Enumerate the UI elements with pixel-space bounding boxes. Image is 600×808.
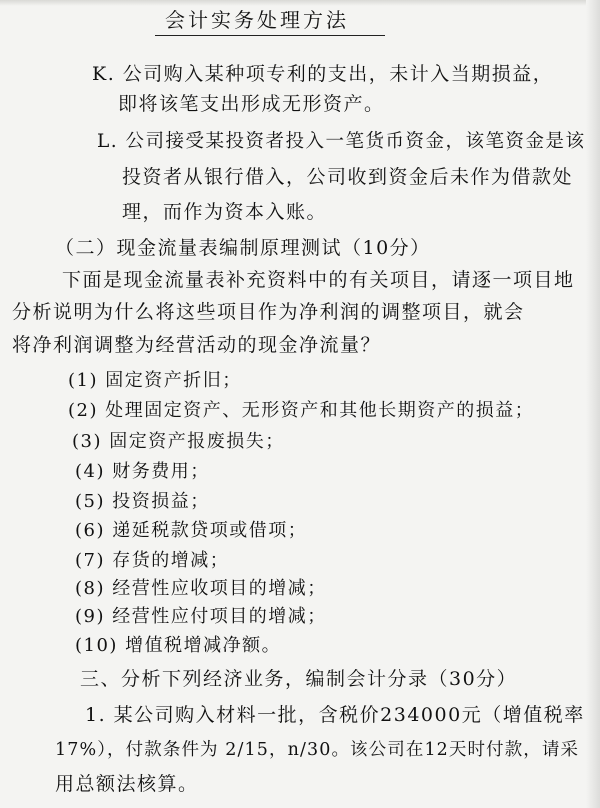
text-line: 理，而作为资本入账。 bbox=[122, 201, 328, 223]
section-heading: （二）现金流量表编制原理测试（10分） bbox=[55, 237, 431, 259]
list-item: (1) 固定资产折旧； bbox=[68, 370, 242, 391]
list-item: (8) 经营性应收项目的增减； bbox=[75, 578, 327, 599]
text-line: 17%），付款条件为 2/15，n/30。该公司在12天时付款，请采 bbox=[55, 740, 580, 760]
list-item: (4) 财务费用； bbox=[75, 461, 210, 482]
title-underline bbox=[155, 35, 385, 36]
text-line: 1. 某公司购入材料一批，含税价234000元（增值税率 bbox=[85, 704, 585, 726]
text-line: 下面是现金流量表补充资料中的有关项目，请逐一项目地 bbox=[62, 269, 575, 291]
text-line: 即将该笔支出形成无形资产。 bbox=[118, 93, 385, 115]
list-item: (10) 增值税增减净额。 bbox=[75, 635, 282, 656]
list-item: (6) 递延税款贷项或借项； bbox=[75, 520, 308, 541]
list-item: (3) 固定资产报废损失； bbox=[72, 431, 285, 452]
text-line: 投资者从银行借入，公司收到资金后未作为借款处 bbox=[122, 166, 574, 188]
text-line: 用总额法核算。 bbox=[55, 773, 199, 795]
text-line: 分析说明为什么将这些项目作为净利润的调整项目，就会 bbox=[12, 301, 525, 323]
scan-edge-right bbox=[586, 0, 600, 808]
text-line: L. 公司接受某投资者投入一笔货币资金，该笔资金是该 bbox=[97, 131, 586, 152]
text-line: K. 公司购入某种项专利的支出，未计入当期损益， bbox=[92, 63, 554, 85]
scan-edge-top bbox=[0, 0, 600, 6]
document-title: 会计实务处理方法 bbox=[165, 8, 349, 32]
list-item: (2) 处理固定资产、无形资产和其他长期资产的损益； bbox=[68, 400, 535, 421]
list-item: (5) 投资损益； bbox=[75, 491, 210, 512]
list-item: (7) 存货的增减； bbox=[75, 550, 230, 571]
text-line: 将净利润调整为经营活动的现金净流量？ bbox=[12, 334, 382, 356]
section-heading: 三、分析下列经济业务，编制会计分录（30分） bbox=[80, 668, 518, 690]
list-item: (9) 经营性应付项目的增减； bbox=[75, 606, 327, 627]
